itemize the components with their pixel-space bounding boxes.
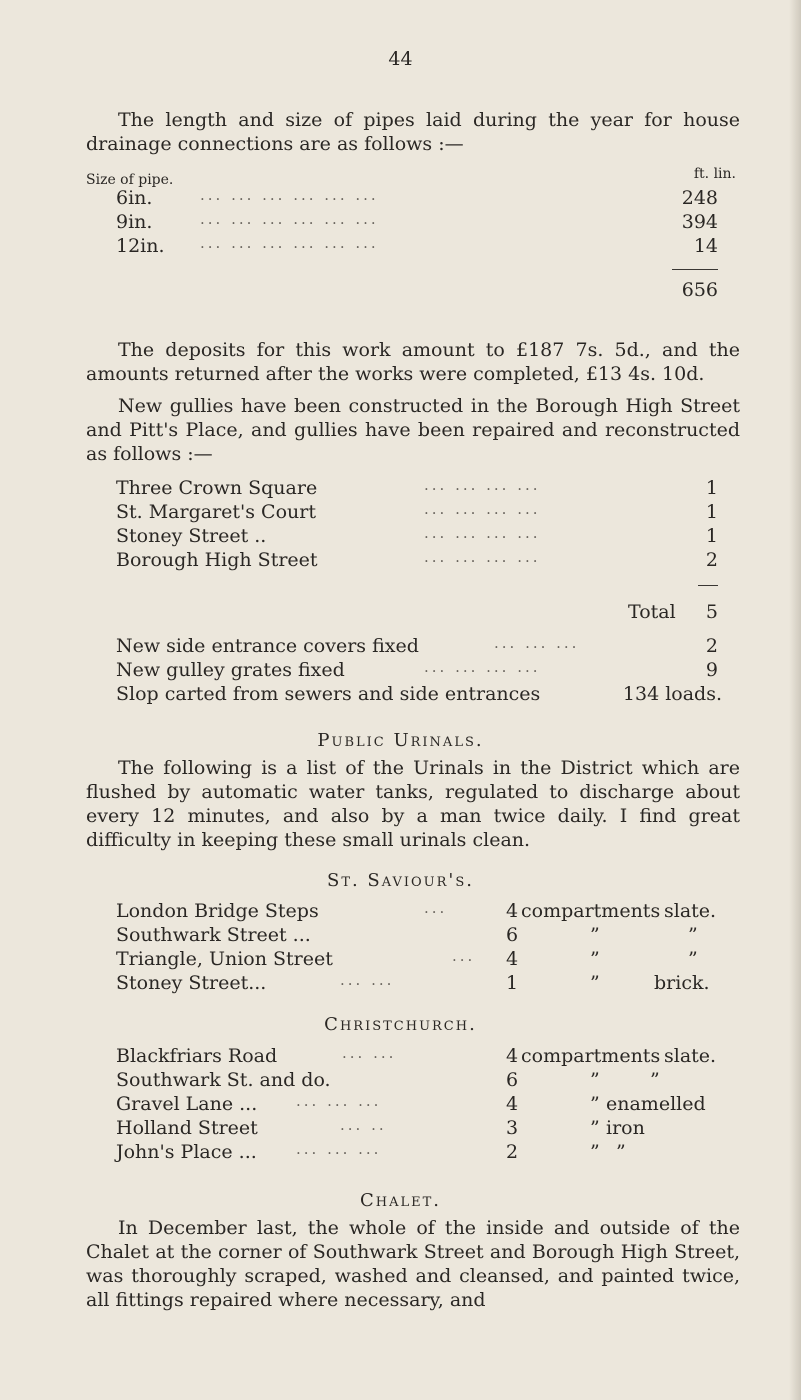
urinal-count: 4 — [506, 1045, 519, 1067]
urinal-material: slate. — [664, 900, 717, 922]
urinal-unit: ” — [590, 1093, 600, 1115]
leader-dots: ... ... ... ... ... ... — [200, 186, 379, 204]
urinal-place: Triangle, Union Street — [116, 948, 333, 970]
urinal-place: Gravel Lane ... — [116, 1093, 258, 1115]
page-number: 44 — [388, 48, 413, 70]
urinal-material: ” — [616, 1141, 626, 1163]
leader-dots: ... ... ... ... — [424, 476, 541, 494]
urinal-material: brick. — [654, 972, 710, 994]
pipe-size: 6in. — [116, 187, 153, 209]
leader-dots: ... ... ... ... — [424, 548, 541, 566]
total-rule — [672, 269, 718, 270]
leader-dots: ... ... ... — [296, 1140, 382, 1158]
urinal-material: slate. — [664, 1045, 717, 1067]
pipes-header-size: Size of pipe. — [86, 172, 174, 188]
gullies-total-label: Total — [628, 601, 676, 623]
intro-paragraph: The length and size of pipes laid during the year for house drainage connections are as follows :— — [86, 109, 740, 155]
urinal-unit: ” — [590, 972, 600, 994]
urinal-unit: ” — [590, 1069, 600, 1091]
urinal-unit: ” — [590, 1141, 600, 1163]
urinal-unit: compartments — [521, 900, 661, 922]
urinal-material: ” — [688, 948, 698, 970]
urinal-count: 6 — [506, 924, 519, 946]
misc-value: 9 — [705, 659, 718, 681]
chalet-heading: Chalet. — [359, 1190, 441, 1211]
deposits-paragraph: The deposits for this work amount to £187 7s. 5d., and the amounts returned after the works were completed, £13 4s. 10d. — [86, 339, 740, 385]
leader-dots: ... — [452, 947, 476, 965]
urinal-unit: ” — [590, 1117, 600, 1139]
urinal-place: Stoney Street... — [116, 972, 267, 994]
pipes-total: 656 — [681, 279, 718, 301]
gully-count: 1 — [705, 501, 718, 523]
gullies-paragraph: New gullies have been constructed in the Borough High Street and Pitt's Place, and gullies have been repaired and reconstructed as follows :— — [86, 395, 740, 465]
leader-dots: ... ... ... ... ... ... — [200, 234, 379, 252]
pipe-length: 394 — [681, 211, 718, 233]
urinal-material: ” — [650, 1069, 660, 1091]
urinal-count: 6 — [506, 1069, 519, 1091]
leader-dots: ... ... — [342, 1044, 397, 1062]
urinal-count: 2 — [506, 1141, 519, 1163]
misc-label: New gulley grates fixed — [116, 659, 345, 681]
st-saviours-heading: St. Saviour's. — [326, 870, 475, 891]
gully-count: 2 — [705, 549, 718, 571]
urinal-place: Southwark St. and do. — [116, 1069, 331, 1091]
leader-dots: ... ... ... ... ... ... — [200, 210, 379, 228]
chalet-paragraph: In December last, the whole of the inside and outside of the Chalet at the corner of Southwark Street and Borough High Street, was thoroughly scraped, washed and cleansed, and painted twice, all fittings repaired where necessary, and — [86, 1217, 740, 1311]
leader-dots: ... ... ... ... — [424, 500, 541, 518]
urinals-heading: Public Urinals. — [317, 730, 484, 751]
urinal-place: Blackfriars Road — [116, 1045, 278, 1067]
pipe-length: 14 — [693, 235, 718, 257]
leader-dots: ... — [424, 899, 448, 917]
leader-dots: ... ... ... — [296, 1092, 382, 1110]
misc-value: 134 loads. — [622, 683, 722, 705]
misc-label: Slop carted from sewers and side entrances — [116, 683, 541, 705]
urinal-count: 4 — [506, 1093, 519, 1115]
gully-place: Three Crown Square — [116, 477, 318, 499]
urinal-place: Southwark Street ... — [116, 924, 311, 946]
pipe-size: 12in. — [116, 235, 165, 257]
urinal-unit: compartments — [521, 1045, 661, 1067]
urinals-paragraph: The following is a list of the Urinals in the District which are flushed by automatic water tanks, regulated to discharge about every 12 minutes, and also by a man twice daily. I find great difficulty in keeping these small urinals clean. — [86, 757, 740, 851]
leader-dots: ... ... ... — [494, 634, 580, 652]
pipe-size: 9in. — [116, 211, 153, 233]
leader-dots: ... ... — [340, 971, 395, 989]
gully-place: Stoney Street .. — [116, 525, 267, 547]
gully-place: St. Margaret's Court — [116, 501, 316, 523]
misc-label: New side entrance covers fixed — [116, 635, 419, 657]
leader-dots: ... ... ... ... — [424, 658, 541, 676]
urinal-unit: ” — [590, 948, 600, 970]
urinal-count: 4 — [506, 900, 519, 922]
urinal-material: enamelled — [606, 1093, 706, 1115]
gully-count: 1 — [705, 525, 718, 547]
urinal-place: Holland Street — [116, 1117, 258, 1139]
urinal-material: iron — [606, 1117, 645, 1139]
leader-dots: ... .. — [340, 1116, 387, 1134]
gully-count: 1 — [705, 477, 718, 499]
pipes-header-length: ft. lin. — [693, 166, 736, 182]
urinal-place: London Bridge Steps — [116, 900, 319, 922]
leader-dots: ... ... ... ... — [424, 524, 541, 542]
urinal-unit: ” — [590, 924, 600, 946]
gullies-total: 5 — [705, 601, 718, 623]
urinal-count: 4 — [506, 948, 519, 970]
urinal-count: 3 — [506, 1117, 519, 1139]
urinal-place: John's Place ... — [116, 1141, 257, 1163]
gully-place: Borough High Street — [116, 549, 318, 571]
urinal-material: ” — [688, 924, 698, 946]
christchurch-heading: Christchurch. — [324, 1014, 477, 1035]
total-rule — [698, 585, 718, 586]
urinal-count: 1 — [506, 972, 519, 994]
misc-value: 2 — [705, 635, 718, 657]
pipe-length: 248 — [681, 187, 718, 209]
